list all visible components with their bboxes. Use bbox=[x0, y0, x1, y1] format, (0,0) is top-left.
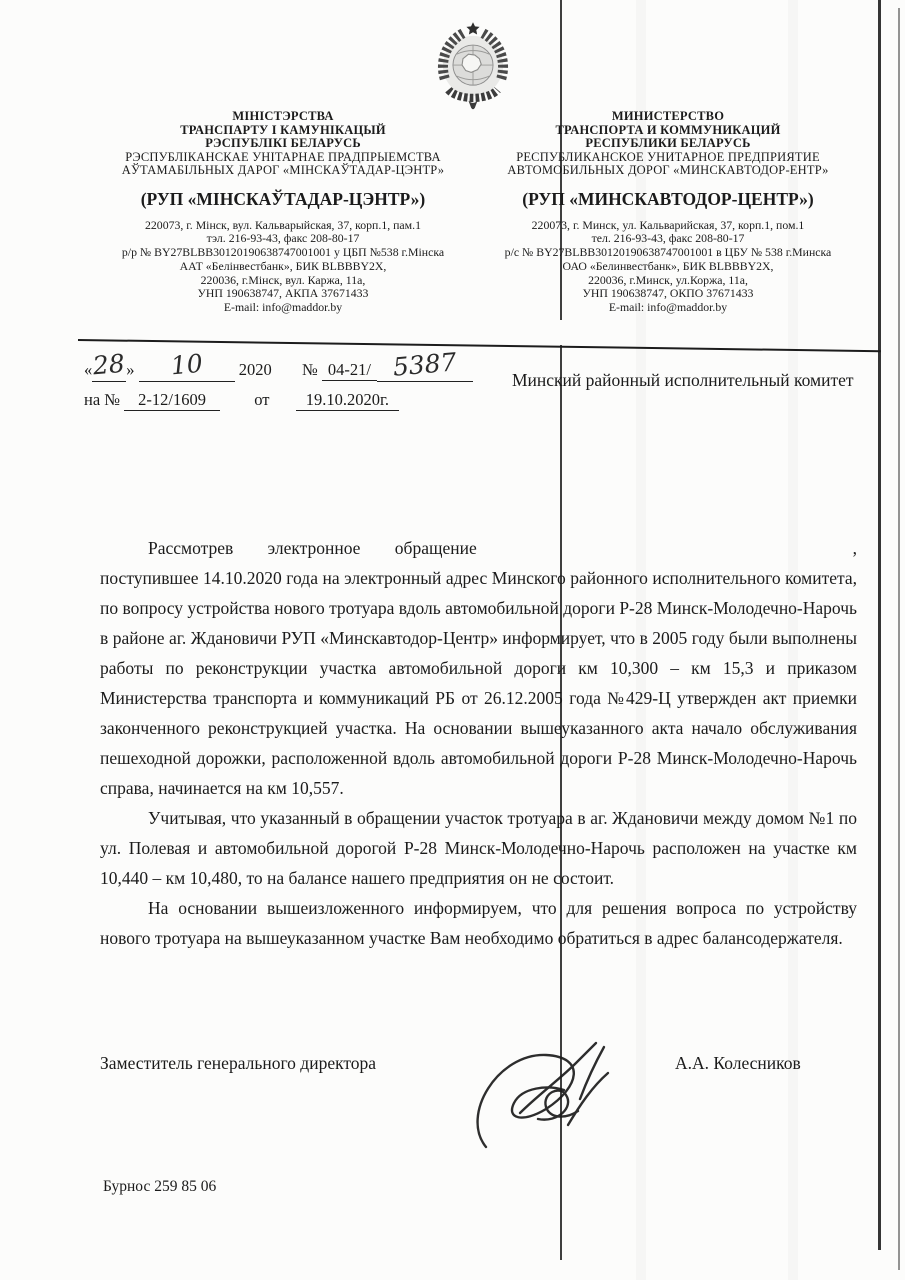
reply-from-label: от bbox=[254, 390, 270, 409]
trailing-comma: , bbox=[852, 538, 857, 558]
reply-prefix-label: на № bbox=[84, 390, 121, 409]
handwritten-number: 5387 bbox=[391, 347, 458, 382]
address-line: р/с № BY27BLBB30120190638747001001 в ЦБУ № 538 г.Минска bbox=[504, 245, 832, 260]
handwritten-signature bbox=[468, 1035, 643, 1155]
address-line: р/р № BY27BLBB30120190638747001001 у ЦБП №538 г.Мінска bbox=[121, 245, 445, 260]
ministry-line: РЕСПУБЛИКИ БЕЛАРУСЬ bbox=[585, 136, 751, 150]
paragraph-3: На основании вышеизложенного информируем, что для решения вопроса по устройству нового тротуара на вышеуказанном участке Вам необходимо обратиться в адрес балансодержателя. bbox=[100, 898, 857, 948]
number-sign: № bbox=[302, 360, 318, 379]
ministry-line: ТРАНСПАРТУ І КАМУНІКАЦЫЙ bbox=[180, 122, 386, 137]
header-right-russian bbox=[468, 110, 868, 315]
org-short-name: (РУП «МІНСКАЎТАДАР-ЦЭНТР») bbox=[140, 188, 426, 209]
handwritten-month: 10 bbox=[169, 348, 204, 381]
executor-contact-note: Бурнос 259 85 06 bbox=[103, 1178, 217, 1195]
belarus-coat-of-arms-icon bbox=[432, 20, 514, 112]
email-line: E-mail: info@maddor.by bbox=[223, 300, 343, 315]
header-left-belarusian bbox=[88, 110, 478, 315]
address-line: тел. 216-93-43, факс 208-80-17 bbox=[591, 231, 745, 246]
handwritten-month-field bbox=[139, 348, 235, 382]
address-line: 220073, г. Мінск, вул. Кальварыйская, 37, корп.1, пам.1 bbox=[145, 217, 421, 232]
handwritten-day-field bbox=[91, 348, 127, 382]
address-line: ААТ «Белінвестбанк», БИК BLBBBY2X, bbox=[179, 258, 387, 273]
org-short-name: (РУП «МИНСКАВТОДОР-ЦЕНТР») bbox=[522, 188, 814, 209]
address-line: 220036, г.Минск, ул.Коржа, 11а, bbox=[588, 272, 748, 287]
org-line: АЎТАМАБІЛЬНЫХ ДАРОГ «МІНСКАЎТАДАР-ЦЭНТР» bbox=[121, 163, 445, 177]
outgoing-number-prefix: 04-21/ bbox=[322, 360, 377, 381]
paragraph-1-opening-words: Рассмотрев электронное обращение bbox=[148, 538, 477, 558]
org-line: РЭСПУБЛІКАНСКАЕ УНІТАРНАЕ ПРАДПРЫЕМСТВА bbox=[125, 149, 441, 164]
org-line: РЕСПУБЛИКАНСКОЕ УНИТАРНОЕ ПРЕДПРИЯТИЕ bbox=[516, 149, 820, 164]
quote-open: « bbox=[84, 360, 93, 379]
quote-close: » bbox=[126, 360, 135, 379]
ministry-line: РЭСПУБЛІКІ БЕЛАРУСЬ bbox=[205, 136, 361, 150]
address-line: 220073, г. Минск, ул. Кальварийская, 37, корп.1, пом.1 bbox=[531, 217, 805, 232]
paragraph-1-first-line bbox=[100, 533, 857, 563]
ministry-line: ТРАНСПОРТА И КОММУНИКАЦИЙ bbox=[555, 122, 781, 137]
date-number-row bbox=[84, 347, 504, 388]
address-line: тэл. 216-93-43, факс 208-80-17 bbox=[206, 231, 360, 246]
address-line: ОАО «Белинвестбанк», БИК BLBBBY2X, bbox=[562, 258, 774, 273]
address-line: УНП 190638747, АКПА 37671433 bbox=[197, 286, 369, 301]
signer-name: А.А. Колесников bbox=[675, 1053, 801, 1073]
scan-edge-line bbox=[878, 0, 881, 1250]
paragraph-2: Учитывая, что указанный в обращении участок тротуара в аг. Ждановичи между домом №1 по ул. Полевая и автомобильной дорогой Р-28 Минск-Молодечно-Нарочь расположен на участке км 10,440 – км 10,480, то на балансе нашего предприятия он не состоит. bbox=[100, 808, 857, 888]
reply-number: 2-12/1609 bbox=[124, 390, 220, 411]
reference-block bbox=[84, 347, 504, 410]
year-label: 2020 bbox=[238, 360, 272, 379]
addressee: Минский районный исполнительный комитет bbox=[512, 370, 854, 390]
scan-edge-line bbox=[898, 8, 900, 1270]
letter-body bbox=[100, 533, 857, 953]
ministry-line: МІНІСТЭРСТВА bbox=[232, 109, 334, 123]
reply-date: 19.10.2020г. bbox=[296, 390, 399, 411]
org-line: АВТОМОБИЛЬНЫХ ДОРОГ «МИНСКАВТОДОР-ЕНТР» bbox=[507, 163, 829, 177]
email-line: E-mail: info@maddor.by bbox=[608, 300, 728, 315]
handwritten-number-field bbox=[377, 347, 473, 382]
reply-reference-row bbox=[84, 390, 504, 410]
ministry-line: МИНИСТЕРСТВО bbox=[611, 109, 725, 123]
handwritten-day: 28 bbox=[91, 348, 127, 381]
paragraph-1: поступившее 14.10.2020 года на электронный адрес Минского районного исполнительного комитета, по вопросу устройства нового тротуара вдоль автомобильной дороги Р-28 Минск-Молодечно-Нарочь в районе аг. Ждановичи РУП «Минскавтодор-Центр» информирует, что в 2005 году были выполнены работы по реконструкции участка автомобильной дороги км 10,300 – км 15,3 и приказом Министерства транспорта и коммуникаций РБ от 26.12.2005 года №429-Ц утвержден акт приемки законченного реконструкцией участка. На основании вышеуказанного акта начало обслуживания пешеходной дорожки, расположенной вдоль автомобильной дороги Р-28 Минск-Молодечно-Нарочь справа, начинается на км 10,557. bbox=[100, 568, 857, 798]
signer-position-title: Заместитель генерального директора bbox=[100, 1053, 377, 1073]
address-line: 220036, г.Мінск, вул. Каржа, 11а, bbox=[200, 272, 366, 287]
address-line: УНП 190638747, ОКПО 37671433 bbox=[582, 286, 754, 301]
